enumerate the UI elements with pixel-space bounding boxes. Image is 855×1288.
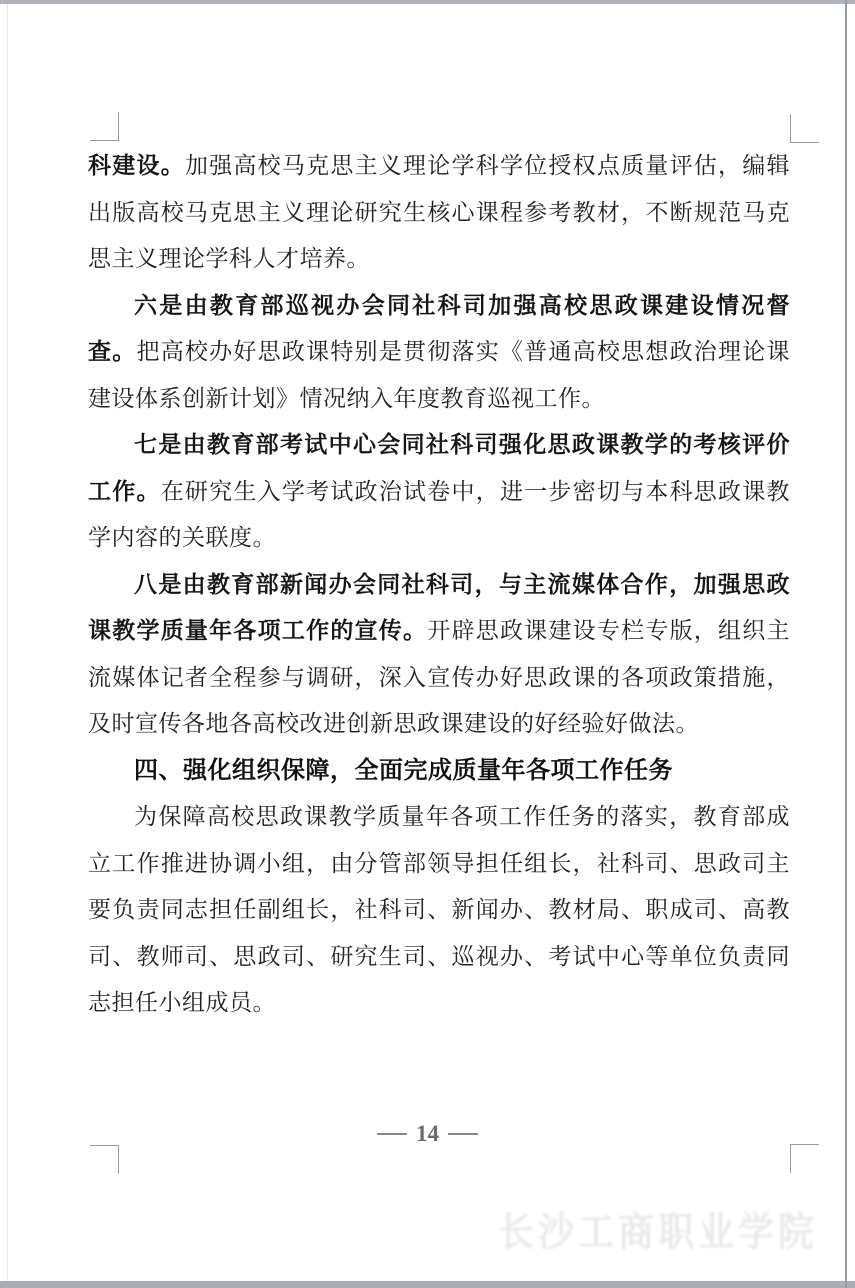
paragraph-item-six xyxy=(88,283,790,423)
page-number xyxy=(0,1122,855,1145)
paragraph-continuation xyxy=(88,143,790,283)
paragraph-item-seven xyxy=(88,422,790,562)
scan-edge-bottom xyxy=(0,1281,855,1288)
crop-mark-top-right xyxy=(790,114,819,143)
crop-mark-top-left xyxy=(90,112,119,141)
page-number-dash-right xyxy=(448,1133,478,1135)
paragraph-continuation-text: 加强高校马克思主义理论学科学位授权点质量评估，编辑出版高校马克思主义理论研究生核心课程参考教材，不断规范马克思主义理论学科人才培养。 xyxy=(88,153,791,271)
crop-mark-bottom-right xyxy=(790,1144,819,1173)
paragraph-item-seven-lead: 七是由教育部考试中心会同社科司强化思政课教学的考核评价工作。 xyxy=(88,432,790,504)
paragraph-item-seven-text: 在研究生入学考试政治试卷中，进一步密切与本科思政课教学内容的关联度。 xyxy=(88,478,791,550)
scan-edge-top xyxy=(0,0,855,4)
crop-mark-bottom-left xyxy=(90,1145,119,1174)
paragraph-item-six-lead: 六是由教育部巡视办会同社科司加强高校思政课建设情况督查。 xyxy=(88,292,790,364)
scan-edge-right xyxy=(845,0,847,1288)
paragraph-item-six-text: 把高校办好思政课特别是贯彻落实《普通高校思想政治理论课建设体系创新计划》情况纳入年度教育巡视工作。 xyxy=(88,339,791,411)
paragraph-item-eight-text: 开辟思政课建设专栏专版，组织主流媒体记者全程参与调研，深入宣传办好思政课的各项政策措施，及时宣传各地各高校改进创新思政课建设的好经验好做法。 xyxy=(88,618,791,736)
paragraph-continuation-lead: 科建设。 xyxy=(88,153,185,178)
document-body xyxy=(88,143,790,1027)
watermark: 长沙工商职业学院 xyxy=(498,1210,819,1256)
scan-edge-left xyxy=(7,4,8,1281)
paragraph-closing-text: 为保障高校思政课教学质量年各项工作任务的落实，教育部成立工作推进协调小组，由分管部领导担任组长，社科司、思政司主要负责同志担任副组长，社科司、新闻办、教材局、职成司、高教司、教师司、思政司、研究生司、巡视办、考试中心等单位负责同志担任小组成员。 xyxy=(88,804,790,1015)
paragraph-item-eight xyxy=(88,562,790,748)
paragraph-closing xyxy=(88,794,790,1027)
page-number-value: 14 xyxy=(416,1121,439,1146)
paragraph-item-eight-lead: 八是由教育部新闻办会同社科司，与主流媒体合作，加强思政课教学质量年各项工作的宣传。 xyxy=(88,571,790,643)
page-number-dash-left xyxy=(377,1133,407,1135)
section-heading: 四、强化组织保障，全面完成质量年各项工作任务 xyxy=(134,756,673,784)
